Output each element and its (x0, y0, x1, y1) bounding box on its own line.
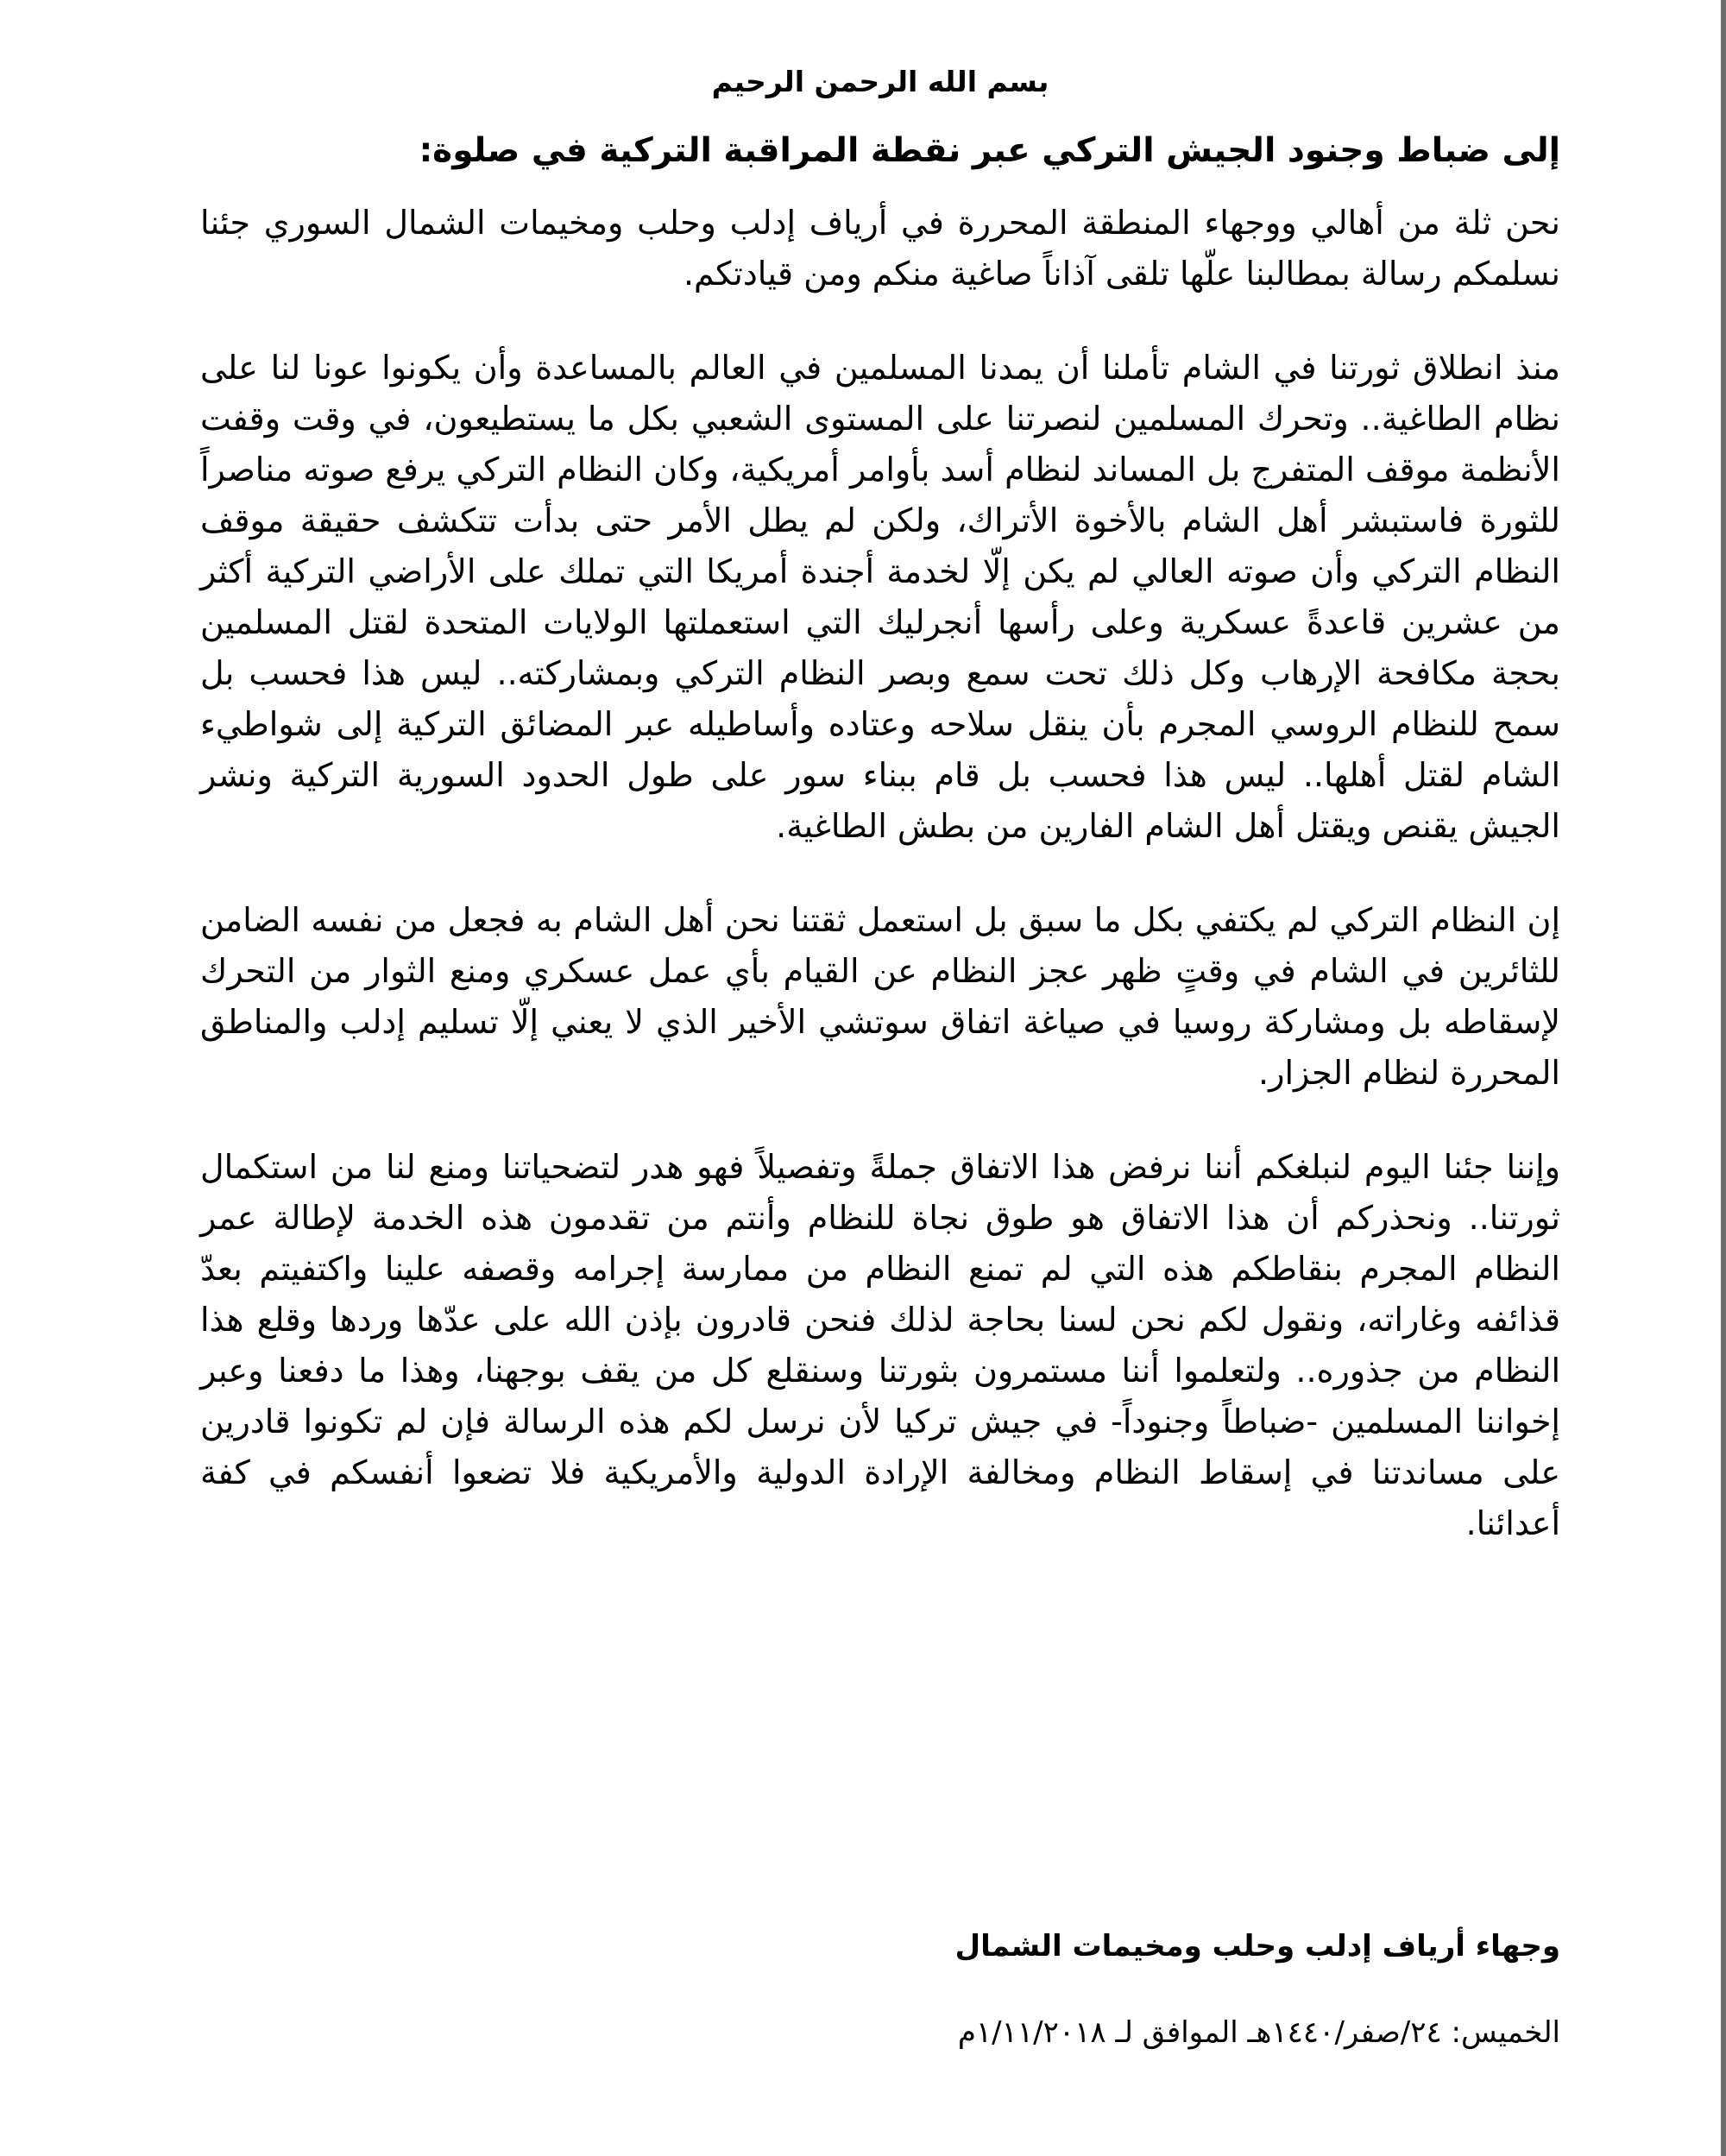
basmala: بسم الله الرحمن الرحيم (711, 65, 1049, 98)
paragraph-2: منذ انطلاق ثورتنا في الشام تأملنا أن يمدنا المسلمين في العالم بالمساعدة وأن يكونوا عونا لنا على نظام الطاغية.. وتحرك المسلمين لنصرتنا على المستوى الشعبي بكل ما يستطيعون، في وقت وقفت الأنظمة موقف المتفرج بل المساند لنظام أسد بأوامر أمريكية، وكان النظام التركي يرفع صوته مناصراً للثورة فاستبشر أهل الشام بالأخوة الأتراك، ولكن لم يطل الأمر حتى بدأت تتكشف حقيقة موقف النظام التركي وأن صوته العالي لم يكن إلّا لخدمة أجندة أمريكا التي تملك على الأراضي التركية أكثر من عشرين قاعدةً عسكرية وعلى رأسها أنجرليك التي استعملتها الولايات المتحدة لقتل المسلمين بحجة مكافحة الإرهاب وكل ذلك تحت سمع وبصر النظام التركي وبمشاركته.. ليس هذا فحسب بل سمح للنظام الروسي المجرم بأن ينقل سلاحه وعتاده وأساطيله عبر المضائق التركية إلى شواطيء الشام لقتل أهلها.. ليس هذا فحسب بل قام ببناء سور على طول الحدود السورية التركية ونشر الجيش يقنص ويقتل أهل الشام الفارين من بطش الطاغية. (200, 349, 1560, 845)
letter-body (200, 47, 1560, 1592)
paragraph-1: نحن ثلة من أهالي ووجهاء المنطقة المحررة في أرياف إدلب وحلب ومخيمات الشمال السوري جئنا نسلمكم رسالة بمطالبنا علّها تلقى آذاناً صاغية منكم ومن قيادتكم. (200, 204, 1560, 293)
paragraph-3: إن النظام التركي لم يكتفي بكل ما سبق بل استعمل ثقتنا نحن أهل الشام به فجعل من نفسه الضامن للثائرين في الشام في وقتٍ ظهر عجز النظام عن القيام بأي عمل عسكري ومنع الثوار من التحرك لإسقاطه بل ومشاركة روسيا في صياغة اتفاق سوتشي الأخير الذي لا يعني إلّا تسليم إدلب والمناطق المحررة لنظام الجزار. (200, 901, 1560, 1092)
date-line: الخميس: ٢٤/صفر/١٤٤٠هـ الموافق لـ ١/١١/٢٠١٨م (957, 2015, 1560, 2050)
paragraph-4: وإننا جئنا اليوم لنبلغكم أننا نرفض هذا الاتفاق جملةً وتفصيلاً فهو هدر لتضحياتنا ومنع لنا من استكمال ثورتنا.. ونحذركم أن هذا الاتفاق هو طوق نجاة للنظام وأنتم من تقدمون هذه الخدمة لإطالة عمر النظام المجرم بنقاطكم هذه التي لم تمنع النظام من ممارسة إجرامه وقصفه علينا واكتفيتم بعدّ قذائفه وغاراته، ونقول لكم نحن لسنا بحاجة لذلك فنحن قادرون بإذن الله على عدّها وردها وقلع هذا النظام من جذوره.. ولتعلموا أننا مستمرون بثورتنا وسنقلع كل من يقف بوجهنا، وهذا ما دفعنا وعبر إخواننا المسلمين -ضباطاً وجنوداً- في جيش تركيا لأن نرسل لكم هذه الرسالة فإن لم تكونوا قادرين على مساندتنا في إسقاط النظام ومخالفة الإرادة الدولية والأمريكية فلا تضعوا أنفسكم في كفة أعدائنا. (200, 1148, 1560, 1542)
signature: وجهاء أرياف إدلب وحلب ومخيمات الشمال (954, 1929, 1560, 1964)
page-edge-border (1721, 0, 1726, 2156)
letter-heading: إلى ضباط وجنود الجيش التركي عبر نقطة المراقبة التركية في صلوة: (419, 131, 1560, 170)
